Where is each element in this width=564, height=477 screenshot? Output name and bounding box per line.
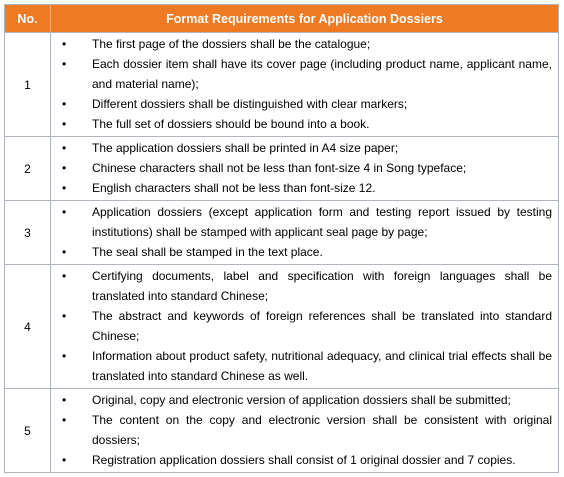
bullet-icon: •	[62, 117, 67, 131]
bullet-icon: •	[62, 37, 67, 51]
header-requirements: Format Requirements for Application Dossiers	[166, 11, 443, 26]
bullet-icon: •	[62, 245, 67, 259]
row-number: 2	[5, 137, 51, 200]
requirement-text: Certifying documents, label and specification with foreign languages shall be translated into standard Chinese;	[92, 269, 552, 303]
bullet-icon: •	[62, 453, 67, 467]
list-item	[51, 242, 552, 262]
list-item	[51, 202, 552, 242]
row-requirements	[51, 265, 558, 388]
row-number: 1	[5, 33, 51, 136]
requirement-text: Application dossiers (except application form and testing report issued by testing institutions) shall be stamped with applicant seal page by page;	[92, 205, 552, 239]
row-requirements	[51, 201, 558, 264]
row-requirements	[51, 137, 558, 200]
requirement-list	[51, 34, 552, 134]
requirement-list	[51, 266, 552, 386]
list-item	[51, 450, 552, 470]
row-number: 4	[5, 265, 51, 388]
bullet-icon: •	[62, 161, 67, 175]
list-item	[51, 266, 552, 306]
requirement-text: Different dossiers shall be distinguished with clear markers;	[92, 97, 408, 111]
bullet-icon: •	[62, 57, 67, 71]
list-item	[51, 346, 552, 386]
table-row	[5, 32, 558, 136]
header-no: No.	[5, 5, 51, 32]
list-item	[51, 178, 552, 198]
bullet-icon: •	[62, 349, 67, 363]
requirement-text: Chinese characters shall not be less than font-size 4 in Song typeface;	[92, 161, 467, 175]
table-row	[5, 200, 558, 264]
requirement-text: The seal shall be stamped in the text place.	[92, 245, 323, 259]
bullet-icon: •	[62, 413, 67, 427]
bullet-icon: •	[62, 141, 67, 155]
requirement-text: The full set of dossiers should be bound into a book.	[92, 117, 370, 131]
bullet-icon: •	[62, 269, 67, 283]
requirement-text: The application dossiers shall be printed in A4 size paper;	[92, 141, 399, 155]
list-item	[51, 34, 552, 54]
table-body	[5, 32, 558, 472]
table-row	[5, 264, 558, 388]
bullet-icon: •	[62, 97, 67, 111]
requirement-text: The abstract and keywords of foreign references shall be translated into standard Chinese;	[92, 309, 552, 343]
requirement-list	[51, 138, 552, 198]
requirement-text: The first page of the dossiers shall be the catalogue;	[92, 37, 371, 51]
list-item	[51, 54, 552, 94]
list-item	[51, 138, 552, 158]
requirement-text: Information about product safety, nutritional adequacy, and clinical trial effects shall be translated into standard Chinese as well.	[92, 349, 552, 383]
bullet-icon: •	[62, 309, 67, 323]
list-item	[51, 390, 552, 410]
requirement-list	[51, 390, 552, 470]
list-item	[51, 158, 552, 178]
row-requirements	[51, 389, 558, 472]
requirement-text: The content on the copy and electronic version shall be consistent with original dossiers;	[92, 413, 552, 447]
requirement-text: English characters shall not be less than font-size 12.	[92, 181, 376, 195]
requirement-text: Registration application dossiers shall consist of 1 original dossier and 7 copies.	[92, 453, 516, 467]
requirement-text: Original, copy and electronic version of application dossiers shall be submitted;	[92, 393, 511, 407]
table-row	[5, 388, 558, 472]
table-header	[5, 5, 558, 32]
row-number: 3	[5, 201, 51, 264]
bullet-icon: •	[62, 205, 67, 219]
row-requirements	[51, 33, 558, 136]
requirements-table	[4, 4, 559, 473]
requirement-list	[51, 202, 552, 262]
bullet-icon: •	[62, 181, 67, 195]
list-item	[51, 114, 552, 134]
list-item	[51, 94, 552, 114]
list-item	[51, 306, 552, 346]
list-item	[51, 410, 552, 450]
requirement-text: Each dossier item shall have its cover page (including product name, applicant name, and material name);	[92, 57, 552, 91]
table-row	[5, 136, 558, 200]
row-number: 5	[5, 389, 51, 472]
bullet-icon: •	[62, 393, 67, 407]
